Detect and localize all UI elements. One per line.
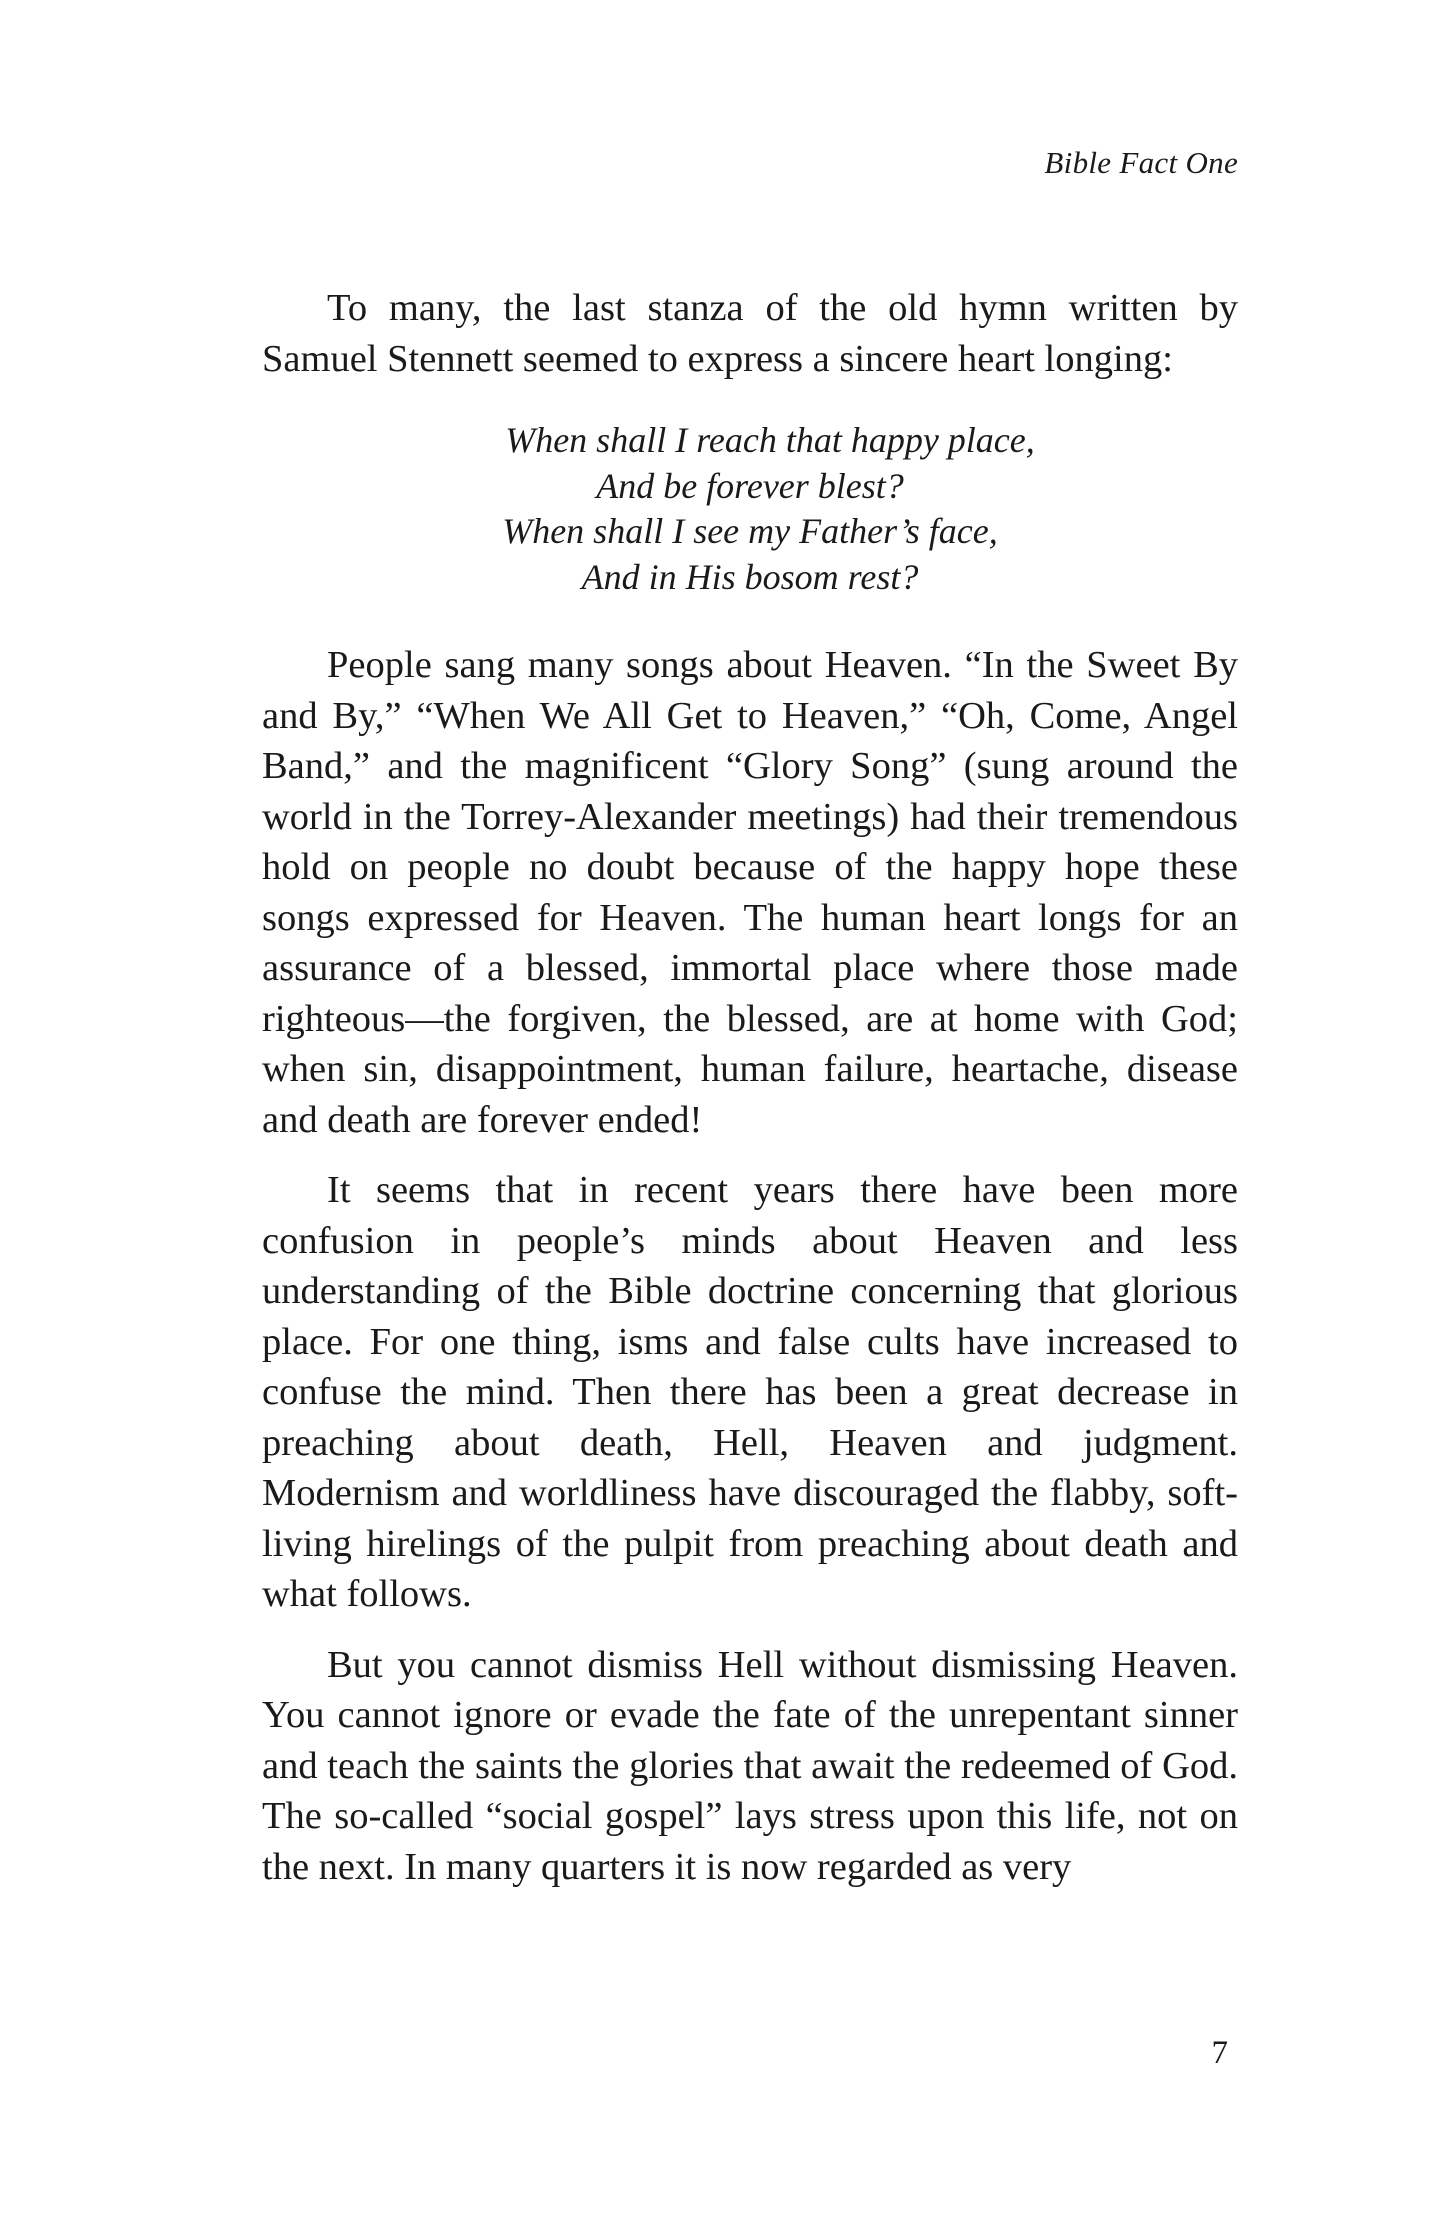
verse-line: And be forever blest? xyxy=(596,465,904,506)
book-page xyxy=(262,0,1238,2233)
verse-line: When shall I reach that happy place, xyxy=(505,420,1035,460)
paragraph-songs-about-heaven: People sang many songs about Heaven. “In the Sweet By and By,” “When We All Get to Heaven,” “Oh, Come, Angel Band,” and the magnificent “Glory Song” (sung around the world in the Torrey-Alexander meetings) had their tremendous hold on people no doubt because of the happy hope these songs expressed for Heaven. The human heart longs for an assurance of a blessed, immortal place where those made righteous—the forgiven, the blessed, are at home with God; when sin, disappointment, human failure, heartache, disease and death are forever ended! xyxy=(262,644,1238,1141)
paragraph-dismiss-hell: But you cannot dismiss Hell without dismissing Heaven. You cannot ignore or evade the fate of the unrepentant sinner and teach the saints the glories that await the redeemed of God. The so-called “social gospel” lays stress upon this life, not on the next. In many quarters it is now regarded as very xyxy=(262,1643,1238,1888)
page-number: 7 xyxy=(1211,2035,1228,2071)
hymn-stanza xyxy=(262,418,1238,600)
verse-line: And in His bosom rest? xyxy=(581,556,919,597)
paragraph-intro: To many, the last stanza of the old hymn written by Samuel Stennett seemed to express a sincere heart longing: xyxy=(262,287,1238,380)
body-text xyxy=(262,283,1238,1892)
verse-line: When shall I see my Father’s face, xyxy=(502,511,998,551)
paragraph-confusion-about-heaven: It seems that in recent years there have been more confusion in people’s minds about Heaven and less understanding of the Bible doctrine concerning that glorious place. For one thing, isms and false cults have increased to confuse the mind. Then there has been a great decrease in preaching about death, Hell, Heaven and judgment. Modernism and worldliness have discouraged the flabby, soft-living hirelings of the pulpit from preaching about death and what follows. xyxy=(262,1169,1238,1615)
running-header-title: Bible Fact One xyxy=(1044,145,1238,180)
